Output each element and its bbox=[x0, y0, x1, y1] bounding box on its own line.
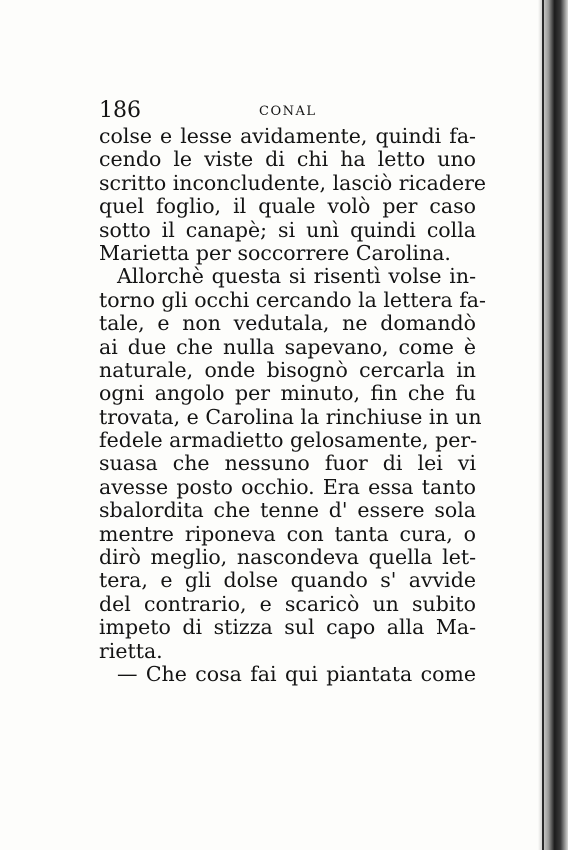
text-line: mentre riponeva con tanta cura, o bbox=[99, 521, 476, 546]
text-line: sbalordita che tenne d' essere sola bbox=[99, 498, 476, 523]
text-line: naturale, onde bisognò cercarla in bbox=[99, 357, 476, 382]
page-number: 186 bbox=[99, 98, 141, 123]
text-line: tale, e non vedutala, ne domandò bbox=[99, 311, 476, 336]
text-line: tera, e gli dolse quando s' avvide bbox=[99, 568, 476, 593]
page-edge-line bbox=[542, 0, 544, 850]
text-line: impeto di stizza sul capo alla Ma- bbox=[99, 615, 476, 640]
text-line: — Che cosa fai qui piantata come bbox=[117, 661, 476, 686]
text-line: ai due che nulla sapevano, come è bbox=[99, 334, 476, 359]
text-line: trovata, e Carolina la rinchiuse in un bbox=[99, 404, 482, 429]
text-line: scritto inconcludente, lasciò ricadere bbox=[99, 170, 487, 195]
text-line: ogni angolo per minuto, fin che fu bbox=[99, 381, 476, 406]
text-line: Allorchè questa si risentì volse in- bbox=[117, 264, 476, 289]
body-text bbox=[99, 124, 487, 686]
text-line: del contrario, e scaricò un subito bbox=[99, 591, 476, 616]
text-line: dirò meglio, nascondeva quella let- bbox=[99, 545, 476, 570]
text-line: fedele armadietto gelosamente, per- bbox=[99, 428, 478, 453]
text-line: avesse posto occhio. Era essa tanto bbox=[99, 474, 476, 499]
running-head: CONAL bbox=[259, 104, 317, 119]
text-line: suasa che nessuno fuor di lei vi bbox=[99, 451, 476, 476]
text-line: quel foglio, il quale volò per caso bbox=[99, 194, 476, 219]
text-line: cendo le viste di chi ha letto uno bbox=[99, 147, 476, 172]
text-line: sotto il canapè; si unì quindi colla bbox=[99, 217, 476, 242]
text-line: rietta. bbox=[99, 638, 163, 663]
text-line: Marietta per soccorrere Carolina. bbox=[99, 240, 451, 265]
text-line: torno gli occhi cercando la lettera fa- bbox=[99, 287, 486, 312]
text-line: colse e lesse avidamente, quindi fa- bbox=[99, 124, 476, 148]
